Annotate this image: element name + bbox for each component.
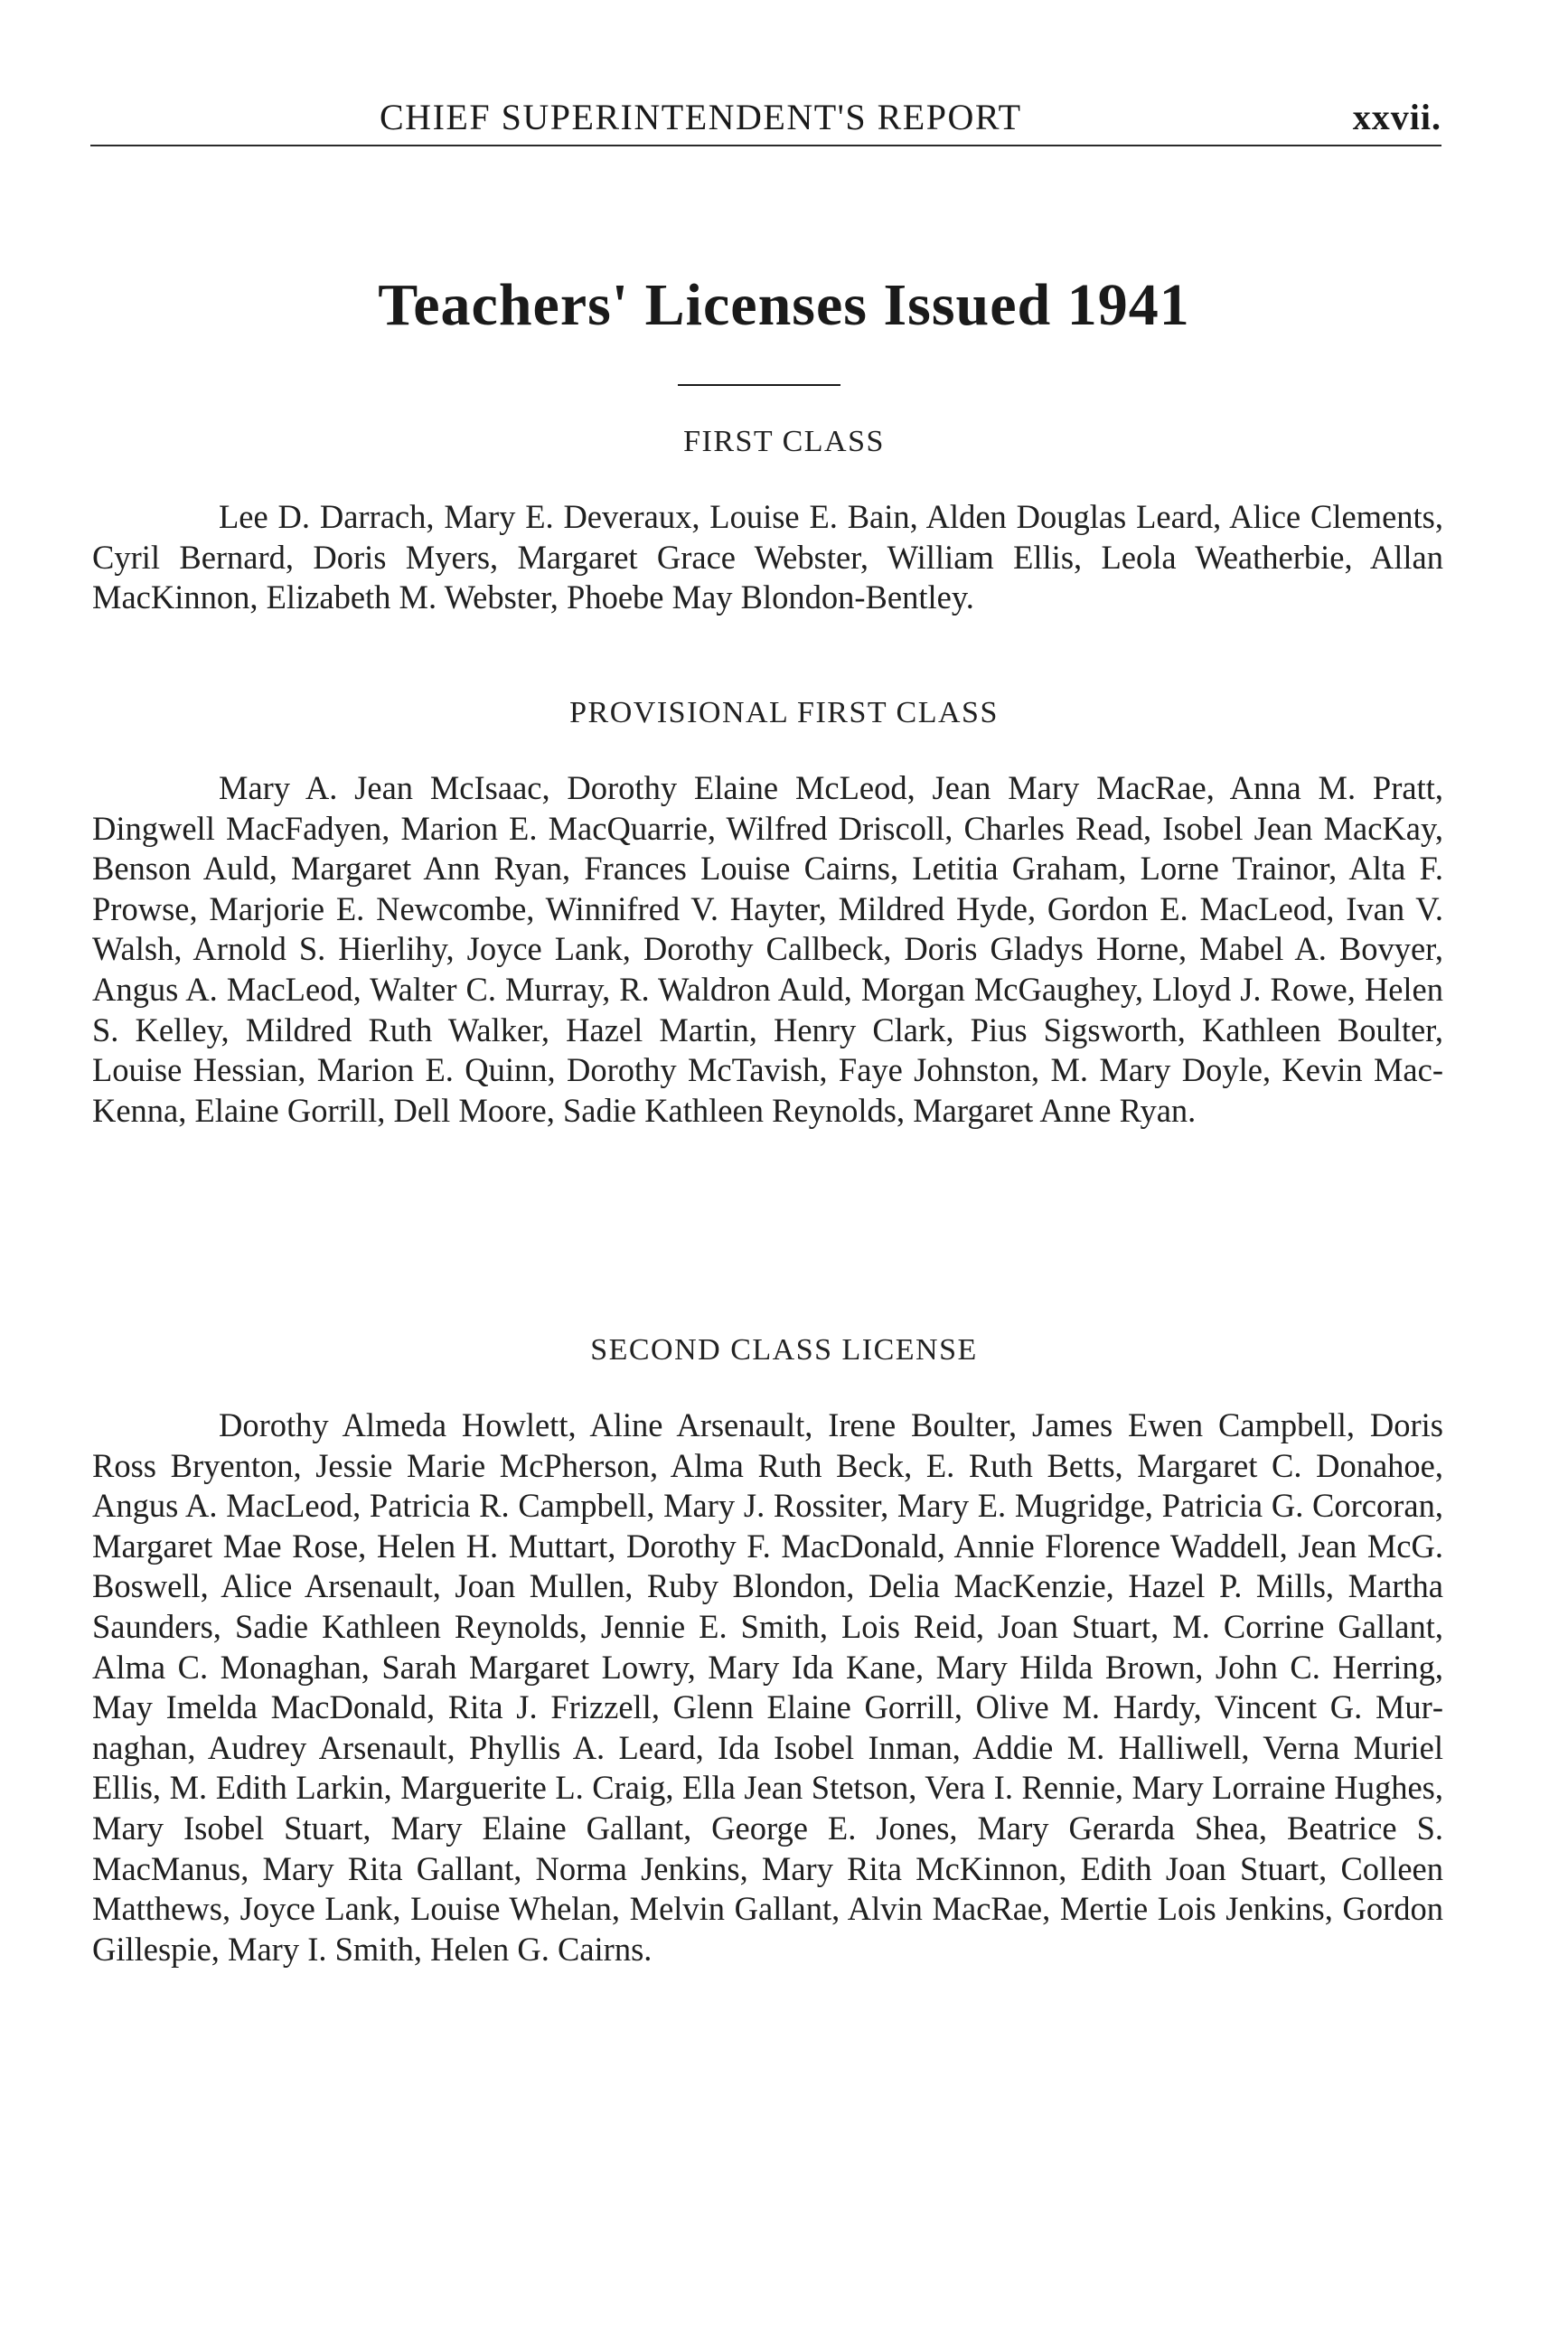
section-heading-provisional-first-class: PROVISIONAL FIRST CLASS (569, 696, 999, 729)
running-header (90, 90, 1441, 146)
title-divider (678, 384, 840, 386)
section-body-provisional-first-class: Mary A. Jean McIsaac, Dorothy Elaine McLeod, Jean Mary MacRae, Anna M. Pratt, Dingwell MacFadyen, Marion E. MacQuarrie, Wilfred Driscoll, Charles Read, Isobel Jean MacKay, Benson Auld, Margaret Ann Ryan, Frances Louise Cairns, Letitia Graham, Lorne Trainor, Alta F. Prowse, Marjorie E. Newcombe, Winnifred V. Hayter, Mildred Hyde, Gordon E. MacLeod, Ivan V. Walsh, Arnold S. Hierlihy, Joyce Lank, Dorothy Callbeck, Doris Gladys Horne, Mabel A. Bovyer, Angus A. MacLeod, Walter C. Murray, R. Waldron Auld, Morgan McGaughey, Lloyd J. Rowe, Helen S. Kelley, Mildred Ruth Walker, Hazel Martin, Henry Clark, Pius Sigsworth, Kathleen Boulter, Louise Hessian, Marion E. Quinn, Dorothy McTavish, Faye Johnston, M. Mary Doyle, Kevin MacKenna, Elaine Gorrill, Dell Moore, Sadie Kathleen Reynolds, Margaret Anne Ryan. (92, 769, 1443, 1129)
section-body-second-class-license: Dorothy Almeda Howlett, Aline Arsenault, Irene Boulter, James Ewen Campbell, Doris Ross Bryenton, Jessie Marie McPherson, Alma Ruth Beck, E. Ruth Betts, Margaret C. Donahoe, Angus A. MacLeod, Patricia R. Campbell, Mary J. Rossiter, Mary E. Mugridge, Patricia G. Corcoran, Margaret Mae Rose, Helen H. Muttart, Dorothy F. MacDonald, Annie Florence Waddell, Jean McG. Boswell, Alice Arsenault, Joan Mullen, Ruby Blondon, Delia MacKenzie, Hazel P. Mills, Martha Saunders, Sadie Kathleen Reynolds, Jennie E. Smith, Lois Reid, Joan Stuart, M. Corrine Gallant, Alma C. Monaghan, Sarah Margaret Lowry, Mary Ida Kane, Mary Hilda Brown, John C. Herring, May Imelda MacDonald, Rita J. Frizzell, Glenn Elaine Gorrill, Olive M. Hardy, Vincent G. Murnaghan, Audrey Arsenault, Phyllis A. Leard, Ida Isobel Inman, Addie M. Halliwell, Verna Muriel Ellis, M. Edith Larkin, Marguerite L. Craig, Ella Jean Stetson, Vera I. Rennie, Mary Lorraine Hughes, Mary Isobel Stuart, Mary Elaine Gallant, George E. Jones, Mary Gerarda Shea, Beatrice S. MacManus, Mary Rita Gallant, Norma Jenkins, Mary Rita McKinnon, Edith Joan Stuart, Colleen Matthews, Joyce Lank, Louise Whelan, Melvin Gallant, Alvin MacRae, Mertie Lois Jenkins, Gordon Gillespie, Mary I. Smith, Helen G. Cairns. (92, 1406, 1443, 1968)
page-number: xxvii. (1352, 97, 1441, 137)
running-title: CHIEF SUPERINTENDENT'S REPORT (380, 97, 1022, 137)
section-heading-first-class: FIRST CLASS (683, 425, 885, 458)
page-title: Teachers' Licenses Issued 1941 (378, 272, 1190, 338)
section-body-first-class: Lee D. Darrach, Mary E. Deveraux, Louise E. Bain, Alden Douglas Leard, Alice Clements, Cyril Bernard, Doris Myers, Margaret Grace Webster, William Ellis, Leola Weatherbie, Allan MacKinnon, Elizabeth M. Webster, Phoebe May Blondon-Bentley. (92, 498, 1443, 616)
section-heading-second-class-license: SECOND CLASS LICENSE (590, 1333, 978, 1367)
